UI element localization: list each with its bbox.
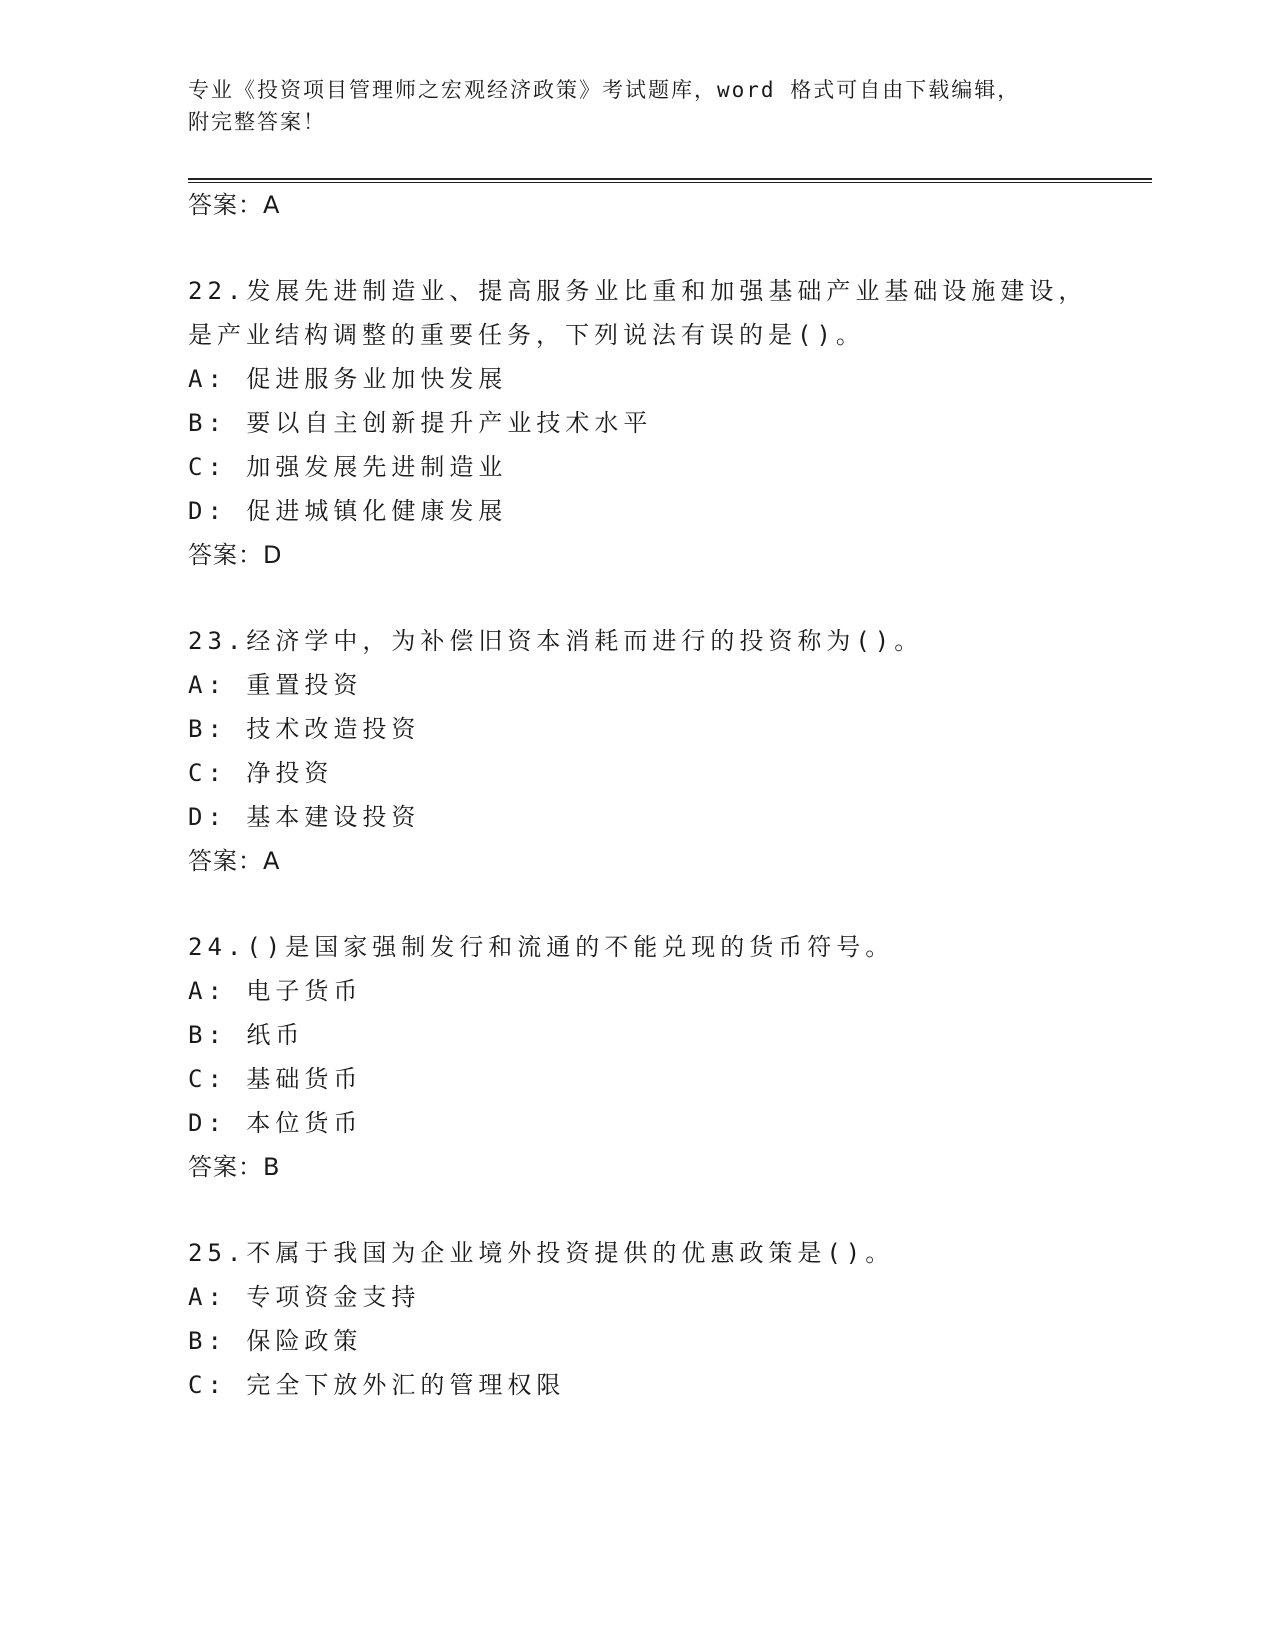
option-d: D: 本位货币 bbox=[188, 1109, 363, 1137]
answer-label: 答案：A bbox=[188, 847, 281, 875]
option-b: B: 纸币 bbox=[188, 1021, 305, 1049]
option-b: B: 要以自主创新提升产业技术水平 bbox=[188, 409, 653, 437]
header-line-1: 专业《投资项目管理师之宏观经济政策》考试题库，word 格式可自由下载编辑， bbox=[188, 78, 1021, 102]
option-c: C: 完全下放外汇的管理权限 bbox=[188, 1371, 566, 1399]
answer-label: 答案：D bbox=[188, 541, 283, 569]
header-divider-thin bbox=[188, 182, 1152, 183]
option-a: A: 促进服务业加快发展 bbox=[188, 365, 508, 393]
document-header bbox=[188, 74, 1088, 138]
header-divider-thick bbox=[188, 178, 1152, 180]
option-b: B: 技术改造投资 bbox=[188, 715, 421, 743]
question-stem: 25.不属于我国为企业境外投资提供的优惠政策是()。 bbox=[188, 1239, 895, 1267]
question-stem: 22.发展先进制造业、提高服务业比重和加强基础产业基础设施建设， bbox=[188, 277, 1088, 305]
option-c: C: 加强发展先进制造业 bbox=[188, 453, 508, 481]
option-d: D: 促进城镇化健康发展 bbox=[188, 497, 508, 525]
option-a: A: 专项资金支持 bbox=[188, 1283, 421, 1311]
option-a: A: 重置投资 bbox=[188, 671, 363, 699]
option-d: D: 基本建设投资 bbox=[188, 803, 421, 831]
option-c: C: 净投资 bbox=[188, 759, 334, 787]
option-b: B: 保险政策 bbox=[188, 1327, 363, 1355]
question-stem: 是产业结构调整的重要任务，下列说法有误的是()。 bbox=[188, 321, 865, 349]
option-c: C: 基础货币 bbox=[188, 1065, 363, 1093]
header-line-2: 附完整答案！ bbox=[188, 110, 326, 134]
answer-label: 答案：A bbox=[188, 191, 281, 219]
question-stem: 24.()是国家强制发行和流通的不能兑现的货币符号。 bbox=[188, 933, 895, 961]
option-a: A: 电子货币 bbox=[188, 977, 363, 1005]
question-stem: 23.经济学中，为补偿旧资本消耗而进行的投资称为()。 bbox=[188, 627, 924, 655]
answer-label: 答案：B bbox=[188, 1153, 281, 1181]
